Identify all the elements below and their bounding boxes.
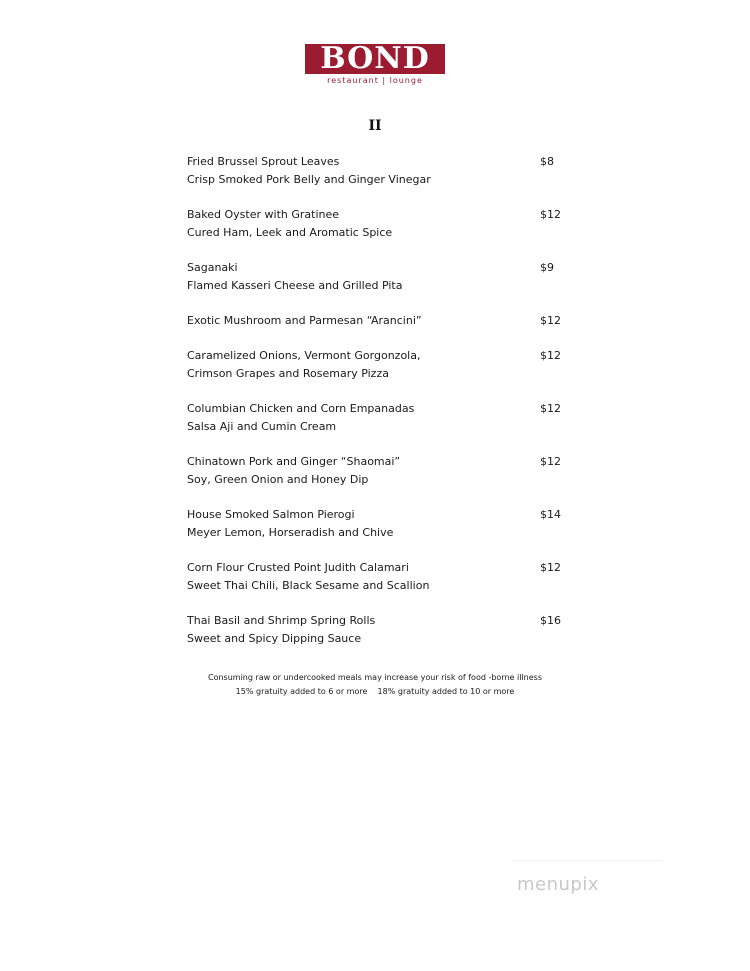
menu-item (187, 506, 561, 542)
menu-item (187, 153, 557, 189)
menupix-watermark: menupix (517, 874, 600, 895)
item-price: $12 (540, 314, 561, 327)
item-description: Sweet Thai Chili, Black Sesame and Scallion (187, 579, 430, 592)
item-name: Caramelized Onions, Vermont Gorgonzola, (187, 349, 421, 362)
item-price: $12 (540, 349, 561, 362)
food-safety-note: Consuming raw or undercooked meals may increase your risk of food -borne illness (207, 673, 543, 682)
section-title: II (368, 118, 382, 134)
menu-item (187, 259, 557, 295)
watermark-divider (512, 860, 662, 861)
item-description: Soy, Green Onion and Honey Dip (187, 473, 369, 486)
logo-tagline: restaurant | lounge (327, 76, 423, 85)
item-price: $12 (540, 208, 561, 221)
menu-item (187, 206, 561, 242)
item-description: Cured Ham, Leek and Aromatic Spice (187, 226, 393, 239)
item-price: $12 (540, 561, 561, 574)
item-price: $14 (540, 508, 561, 521)
logo-wordmark: BOND (320, 41, 430, 76)
item-description: Salsa Aji and Cumin Cream (187, 420, 337, 433)
gratuity-note: 15% gratuity added to 6 or more 18% gratuity added to 10 or more (235, 687, 515, 696)
menu-item (187, 559, 561, 595)
item-name: Baked Oyster with Gratinee (187, 208, 340, 221)
item-price: $12 (540, 402, 561, 415)
item-name: Exotic Mushroom and Parmesan “Arancini” (187, 314, 422, 327)
item-price: $9 (540, 261, 554, 274)
restaurant-logo (305, 41, 445, 88)
item-name: House Smoked Salmon Pierogi (187, 508, 355, 521)
item-description: Crimson Grapes and Rosemary Pizza (187, 367, 389, 380)
menu-item (187, 312, 561, 330)
menu-item (187, 347, 561, 383)
item-price: $8 (540, 155, 554, 168)
item-description: Crisp Smoked Pork Belly and Ginger Vinegar (187, 173, 431, 186)
item-description: Flamed Kasseri Cheese and Grilled Pita (187, 279, 403, 292)
menu-item (187, 400, 561, 436)
item-name: Fried Brussel Sprout Leaves (187, 155, 340, 168)
item-name: Columbian Chicken and Corn Empanadas (187, 402, 415, 415)
item-name: Thai Basil and Shrimp Spring Rolls (187, 614, 376, 627)
item-price: $12 (540, 455, 561, 468)
menu-item (187, 612, 561, 648)
item-name: Corn Flour Crusted Point Judith Calamari (187, 561, 409, 574)
item-description: Meyer Lemon, Horseradish and Chive (187, 526, 394, 539)
item-description: Sweet and Spicy Dipping Sauce (187, 632, 362, 645)
item-name: Chinatown Pork and Ginger “Shaomai” (187, 455, 401, 468)
item-price: $16 (540, 614, 561, 627)
menu-item (187, 453, 561, 489)
item-name: Saganaki (187, 261, 238, 274)
menu-notes (0, 671, 750, 699)
logo-banner (305, 41, 445, 76)
